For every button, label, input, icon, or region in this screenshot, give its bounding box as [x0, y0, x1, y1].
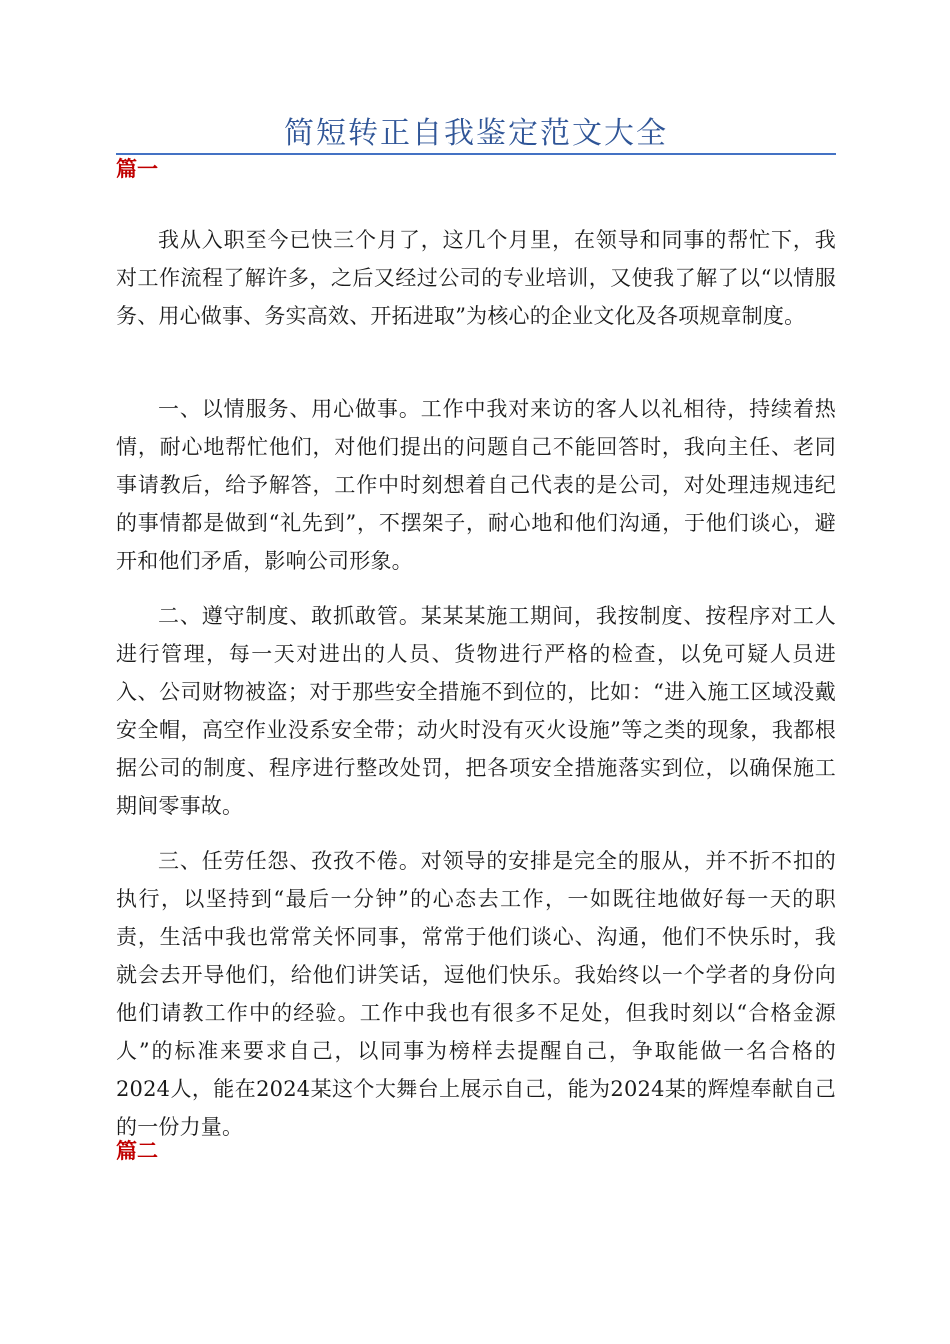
paragraph-1: 我从入职至今已快三个月了，这几个月里，在领导和同事的帮忙下，我对工作流程了解许多，之后又经过公司的专业培训，又使我了解了以“以情服务、用心做事、务实高效、开拓进取”为核心的企业文化及各项规章制度。 [116, 228, 836, 328]
section-heading-2: 篇二 [116, 1138, 158, 1163]
section-heading-1: 篇一 [116, 156, 158, 181]
paragraph-3: 二、遵守制度、敢抓敢管。某某某施工期间，我按制度、按程序对工人进行管理，每一天对进出的人员、货物进行严格的检查，以免可疑人员进入、公司财物被盗；对于那些安全措施不到位的，比如：“进入施工区域没戴安全帽，高空作业没系安全带；动火时没有灭火设施”等之类的现象，我都根据公司的制度、程序进行整改处罚，把各项安全措施落实到位，以确保施工期间零事故。 [116, 604, 836, 818]
page-title: 简短转正自我鉴定范文大全 [284, 116, 668, 151]
paragraph-4: 三、任劳任怨、孜孜不倦。对领导的安排是完全的服从，并不折不扣的执行，以坚持到“最后一分钟”的心态去工作，一如既往地做好每一天的职责，生活中我也常常关怀同事，常常于他们谈心、沟通，他们不快乐时，我就会去开导他们，给他们讲笑话，逗他们快乐。我始终以一个学者的身份向他们请教工作中的经验。工作中我也有很多不足处，但我时刻以“合格金源人”的标准来要求自己，以同事为榜样去提醒自己，争取能做一名合格的2024人，能在2024某这个大舞台上展示自己，能为2024某的辉煌奉献自己的一份力量。 [116, 849, 836, 1139]
title-underline [116, 153, 836, 155]
paragraph-2: 一、以情服务、用心做事。工作中我对来访的客人以礼相待，持续着热情，耐心地帮忙他们，对他们提出的问题自己不能回答时，我向主任、老同事请教后，给予解答，工作中时刻想着自己代表的是公司，对处理违规违纪的事情都是做到“礼先到”，不摆架子，耐心地和他们沟通，于他们谈心，避开和他们矛盾，影响公司形象。 [116, 397, 836, 573]
